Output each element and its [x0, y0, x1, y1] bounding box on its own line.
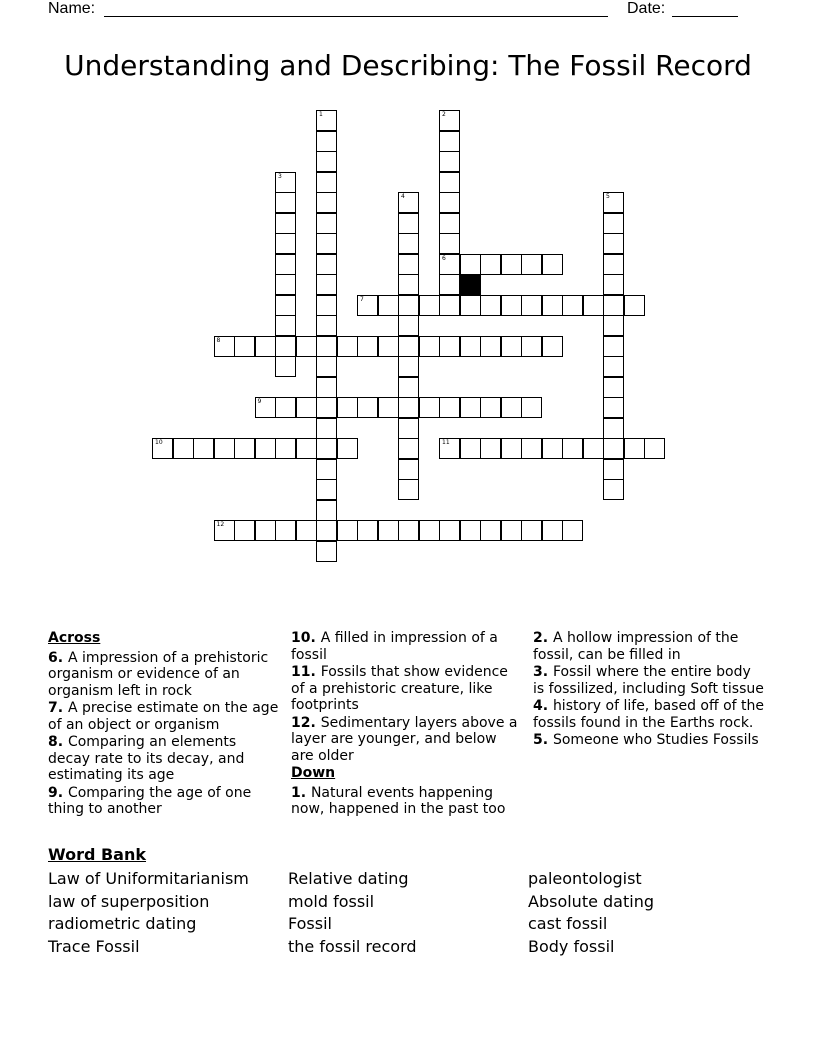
crossword-cell[interactable] — [603, 479, 624, 500]
word-bank-item: law of superposition — [48, 891, 210, 911]
crossword-cell[interactable] — [419, 520, 440, 541]
page-title: Understanding and Describing: The Fossil Record — [64, 49, 752, 82]
crossword-cell[interactable] — [501, 438, 522, 459]
crossword-cell[interactable] — [398, 192, 419, 213]
crossword-cell[interactable] — [316, 500, 337, 521]
crossword-cell[interactable] — [501, 520, 522, 541]
crossword-cell[interactable] — [603, 459, 624, 480]
word-bank-item: Trace Fossil — [48, 936, 140, 956]
crossword-cell[interactable] — [603, 356, 624, 377]
crossword-cell[interactable] — [439, 131, 460, 152]
crossword-cell[interactable] — [439, 233, 460, 254]
crossword-cell[interactable] — [480, 254, 501, 275]
crossword-cell[interactable] — [316, 151, 337, 172]
crossword-cell[interactable] — [439, 213, 460, 234]
crossword-cell[interactable] — [316, 295, 337, 316]
crossword-cell[interactable] — [255, 336, 276, 357]
crossword-cell[interactable] — [255, 438, 276, 459]
crossword-cell[interactable] — [603, 254, 624, 275]
crossword-cell[interactable] — [460, 336, 481, 357]
clue-across-7: 7. A precise estimate on the age of an object or organism — [48, 700, 279, 733]
crossword-cell[interactable] — [521, 520, 542, 541]
crossword-cell[interactable] — [275, 213, 296, 234]
crossword-cell[interactable] — [316, 520, 337, 541]
crossword-cell[interactable] — [234, 336, 255, 357]
crossword-cell[interactable] — [337, 397, 358, 418]
crossword-cell[interactable] — [439, 110, 460, 131]
crossword-cell[interactable] — [624, 438, 645, 459]
crossword-cell[interactable] — [439, 151, 460, 172]
crossword-cell[interactable] — [460, 520, 481, 541]
date-label: Date: — [627, 0, 666, 17]
crossword-cell[interactable] — [316, 479, 337, 500]
crossword-cell[interactable] — [439, 520, 460, 541]
crossword-cell[interactable] — [439, 254, 460, 275]
crossword-cell[interactable] — [337, 520, 358, 541]
clue-number: 8 — [216, 336, 221, 344]
crossword-cell[interactable] — [603, 315, 624, 336]
crossword-cell[interactable] — [419, 397, 440, 418]
crossword-cell[interactable] — [398, 418, 419, 439]
crossword-cell[interactable] — [583, 438, 604, 459]
clue-number: 2 — [442, 111, 446, 118]
crossword-cell[interactable] — [255, 520, 276, 541]
crossword-cell[interactable] — [275, 438, 296, 459]
crossword-cell[interactable] — [419, 295, 440, 316]
crossword-cell[interactable] — [398, 315, 419, 336]
crossword-cell[interactable] — [439, 397, 460, 418]
crossword-cell[interactable] — [255, 397, 276, 418]
crossword-cell[interactable] — [214, 336, 235, 357]
crossword-cell[interactable] — [603, 192, 624, 213]
crossword-cell[interactable] — [480, 438, 501, 459]
crossword-cell[interactable] — [603, 418, 624, 439]
crossword-cell[interactable] — [316, 418, 337, 439]
crossword-cell[interactable] — [480, 336, 501, 357]
clue-across-12: 12. Sedimentary layers above a layer are younger, and below are older — [291, 714, 518, 764]
crossword-cell[interactable] — [296, 397, 317, 418]
clue-down-5: 5. Someone who Studies Fossils — [533, 732, 759, 748]
clue-number: 4 — [401, 193, 405, 200]
crossword-cell[interactable] — [316, 336, 337, 357]
crossword-cell[interactable] — [214, 520, 235, 541]
clue-across-8: 8. Comparing an elements decay rate to its decay, and estimating its age — [48, 734, 245, 783]
crossword-cell[interactable] — [501, 397, 522, 418]
crossword-cell[interactable] — [296, 438, 317, 459]
clue-across-6: 6. A impression of a prehistoric organism or evidence of an organism left in rock — [48, 649, 269, 699]
crossword-cell[interactable] — [275, 233, 296, 254]
clue-number: 9 — [257, 398, 262, 405]
black-cell — [460, 274, 481, 295]
crossword-cell[interactable] — [275, 295, 296, 316]
crossword-cell[interactable] — [439, 274, 460, 295]
clues-column-3 — [533, 630, 765, 750]
word-bank-item: cast fossil — [528, 914, 608, 933]
name-label: Name: — [48, 0, 96, 17]
crossword-cell[interactable] — [624, 295, 645, 316]
crossword-cell[interactable] — [316, 315, 337, 336]
crossword-cell[interactable] — [173, 438, 194, 459]
crossword-cell[interactable] — [398, 295, 419, 316]
crossword-cell[interactable] — [501, 336, 522, 357]
crossword-cell[interactable] — [316, 541, 337, 562]
crossword-cell[interactable] — [214, 438, 235, 459]
crossword-cell[interactable] — [316, 131, 337, 152]
name-line[interactable] — [104, 16, 608, 17]
clue-down-1: 1. Natural events happening now, happened in the past too — [291, 784, 506, 817]
crossword-cell[interactable] — [152, 438, 173, 459]
clue-number: 10 — [155, 439, 163, 446]
crossword-cell[interactable] — [521, 295, 542, 316]
crossword-cell[interactable] — [603, 377, 624, 398]
crossword-cell[interactable] — [316, 356, 337, 377]
clue-number: 11 — [442, 439, 450, 446]
crossword-cell[interactable] — [316, 213, 337, 234]
crossword-cell[interactable] — [603, 233, 624, 254]
crossword-cell[interactable] — [398, 459, 419, 480]
crossword-cell[interactable] — [296, 520, 317, 541]
clue-number: 5 — [606, 193, 610, 200]
crossword-cell[interactable] — [316, 459, 337, 480]
crossword-cell[interactable] — [398, 377, 419, 398]
crossword-cell[interactable] — [234, 520, 255, 541]
word-bank-item: Body fossil — [528, 936, 615, 956]
word-bank — [48, 868, 768, 958]
crossword-cell[interactable] — [378, 336, 399, 357]
crossword-cell[interactable] — [480, 397, 501, 418]
crossword-cell[interactable] — [439, 172, 460, 193]
crossword-cell[interactable] — [398, 520, 419, 541]
crossword-cell[interactable] — [378, 397, 399, 418]
crossword-cell[interactable] — [460, 254, 481, 275]
crossword-cell[interactable] — [501, 254, 522, 275]
crossword-cell[interactable] — [193, 438, 214, 459]
crossword-cell[interactable] — [480, 295, 501, 316]
crossword-cell[interactable] — [460, 397, 481, 418]
crossword-cell[interactable] — [439, 295, 460, 316]
crossword-cell[interactable] — [337, 336, 358, 357]
crossword-cell[interactable] — [234, 438, 255, 459]
clue-down-3: 3. Fossil where the entire body is fossilized, including Soft tissue — [533, 664, 764, 697]
crossword-cell[interactable] — [542, 254, 563, 275]
clue-number: 3 — [278, 172, 282, 180]
crossword-cell[interactable] — [542, 295, 563, 316]
word-bank-item: Absolute dating — [528, 891, 654, 911]
word-bank-item: paleontologist — [528, 869, 642, 888]
crossword-cell[interactable] — [460, 295, 481, 316]
crossword-cell[interactable] — [316, 274, 337, 295]
crossword-cell[interactable] — [316, 438, 337, 459]
crossword-cell[interactable] — [398, 274, 419, 295]
crossword-cell[interactable] — [275, 315, 296, 336]
crossword-cell[interactable] — [562, 438, 583, 459]
word-bank-title: Word Bank — [48, 845, 147, 864]
crossword-cell[interactable] — [562, 295, 583, 316]
crossword-cell[interactable] — [521, 336, 542, 357]
word-bank-item: radiometric dating — [48, 914, 197, 933]
across-heading: Across — [48, 630, 101, 646]
crossword-cell[interactable] — [439, 336, 460, 357]
crossword-cell[interactable] — [275, 520, 296, 541]
crossword-cell[interactable] — [419, 336, 440, 357]
crossword-cell[interactable] — [357, 336, 378, 357]
crossword-cell[interactable] — [480, 520, 501, 541]
crossword-cell[interactable] — [316, 233, 337, 254]
crossword-cell[interactable] — [275, 192, 296, 213]
crossword-cell[interactable] — [398, 479, 419, 500]
crossword-cell[interactable] — [603, 295, 624, 316]
crossword-cell[interactable] — [542, 520, 563, 541]
crossword-cell[interactable] — [542, 438, 563, 459]
crossword-cell[interactable] — [521, 438, 542, 459]
crossword-cell[interactable] — [603, 336, 624, 357]
clue-down-2: 2. A hollow impression of the fossil, can be filled in — [533, 630, 739, 663]
crossword-cell[interactable] — [501, 295, 522, 316]
clue-across-9: 9. Comparing the age of one thing to another — [48, 784, 252, 817]
crossword-cell[interactable] — [378, 295, 399, 316]
crossword-cell[interactable] — [275, 336, 296, 357]
crossword-cell[interactable] — [439, 438, 460, 459]
crossword-cell[interactable] — [357, 397, 378, 418]
crossword-cell[interactable] — [275, 397, 296, 418]
crossword-cell[interactable] — [521, 397, 542, 418]
crossword-cell[interactable] — [316, 377, 337, 398]
clue-across-11: 11. Fossils that show evidence of a prehistoric creature, like footprints — [291, 664, 508, 713]
date-line[interactable] — [672, 16, 738, 17]
name-date-header — [48, 0, 768, 20]
word-bank-item: the fossil record — [288, 936, 417, 956]
word-bank-item: Fossil — [288, 914, 332, 933]
word-bank-item: mold fossil — [288, 891, 375, 911]
crossword-cell[interactable] — [357, 295, 378, 316]
crossword-cell[interactable] — [316, 192, 337, 213]
crossword-cell[interactable] — [603, 397, 624, 418]
crossword-cell[interactable] — [316, 397, 337, 418]
clues-column-1 — [48, 630, 280, 819]
crossword-cell[interactable] — [439, 192, 460, 213]
crossword-cell[interactable] — [542, 336, 563, 357]
clue-across-10: 10. A filled in impression of a fossil — [291, 630, 498, 663]
crossword-cell[interactable] — [316, 254, 337, 275]
word-bank-item: Relative dating — [288, 869, 409, 888]
crossword-cell[interactable] — [562, 520, 583, 541]
crossword-cell[interactable] — [275, 254, 296, 275]
crossword-cell[interactable] — [398, 254, 419, 275]
crossword-cell[interactable] — [583, 295, 604, 316]
crossword-cell[interactable] — [316, 110, 337, 131]
crossword-cell[interactable] — [337, 438, 358, 459]
down-heading: Down — [291, 765, 336, 781]
clues-column-2 — [291, 630, 523, 819]
crossword-cell[interactable] — [275, 274, 296, 295]
crossword-cell[interactable] — [521, 254, 542, 275]
crossword-cell[interactable] — [275, 356, 296, 377]
crossword-cell[interactable] — [378, 520, 399, 541]
crossword-cell[interactable] — [275, 172, 296, 193]
clue-down-4: 4. history of life, based off of the fossils found in the Earths rock. — [533, 698, 764, 731]
crossword-cell[interactable] — [644, 438, 665, 459]
crossword-cell[interactable] — [603, 438, 624, 459]
word-bank-item: Law of Uniformitarianism — [48, 869, 249, 888]
crossword-cell[interactable] — [398, 336, 419, 357]
crossword-cell[interactable] — [603, 213, 624, 234]
crossword-cell[interactable] — [316, 172, 337, 193]
clue-number: 7 — [360, 295, 364, 303]
clue-number: 1 — [319, 111, 323, 118]
clue-number: 6 — [442, 254, 446, 262]
crossword-cell[interactable] — [296, 336, 317, 357]
crossword-cell[interactable] — [398, 438, 419, 459]
clue-number: 12 — [216, 521, 225, 528]
crossword-cell[interactable] — [398, 397, 419, 418]
crossword-cell[interactable] — [398, 213, 419, 234]
crossword-cell[interactable] — [398, 233, 419, 254]
crossword-cell[interactable] — [460, 438, 481, 459]
crossword-cell[interactable] — [603, 274, 624, 295]
crossword-cell[interactable] — [398, 356, 419, 377]
crossword-cell[interactable] — [357, 520, 378, 541]
